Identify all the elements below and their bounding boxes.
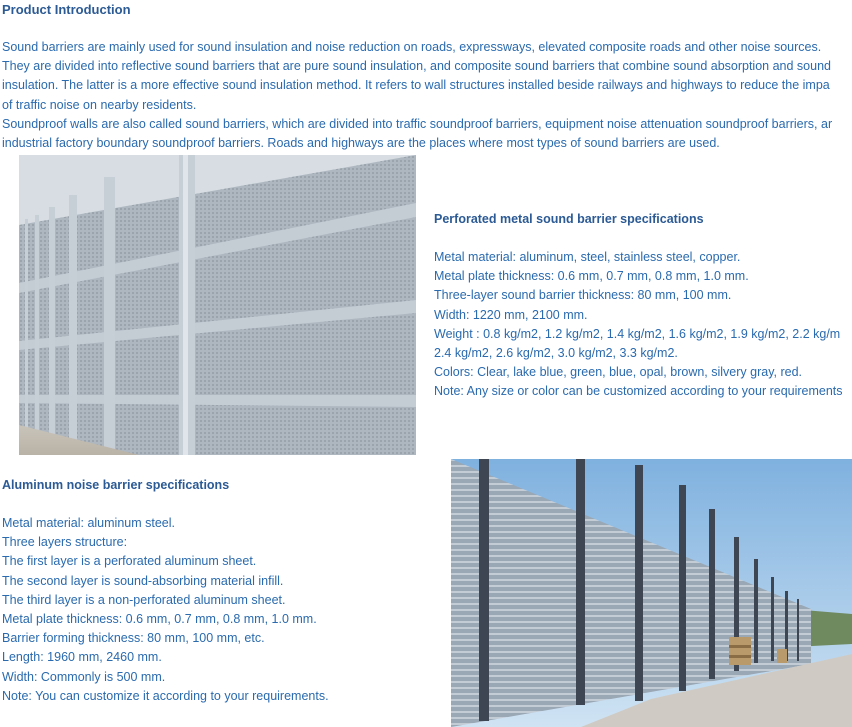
spec-item: Note: Any size or color can be customized according to your requirements xyxy=(434,384,843,399)
intro-line: Sound barriers are mainly used for sound insulation and noise reduction on roads, expressways, elevated composite roads and other noise sources. xyxy=(2,40,822,54)
spec-item: The third layer is a non-perforated aluminum sheet. xyxy=(2,592,286,607)
spec-item: 2.4 kg/m2, 2.6 kg/m2, 3.0 kg/m2, 3.3 kg/m2. xyxy=(434,346,678,361)
intro-line: insulation. The latter is a more effective sound insulation method. It refers to wall structures installed beside railways and highways to reduce the impa xyxy=(2,78,830,93)
spec-item: Weight : 0.8 kg/m2, 1.2 kg/m2, 1.4 kg/m2, 1.6 kg/m2, 1.9 kg/m2, 2.2 kg/m xyxy=(434,326,841,341)
intro-text xyxy=(2,38,852,153)
spec-item: The first layer is a perforated aluminum sheet. xyxy=(2,554,257,569)
spec-item: Metal material: aluminum, steel, stainless steel, copper. xyxy=(434,250,741,264)
perforated-specs-list xyxy=(434,248,852,402)
perforated-specs-heading: Perforated metal sound barrier specifications xyxy=(434,212,704,226)
intro-line: They are divided into reflective sound barriers that are pure sound insulation, and composite sound barriers that combine sound absorption and sound xyxy=(2,59,831,74)
perforated-specs-section xyxy=(434,211,852,402)
spec-item: Width: Commonly is 500 mm. xyxy=(2,669,166,684)
aluminum-specs-list xyxy=(2,514,442,706)
perforated-barrier-photo xyxy=(19,155,416,455)
spec-item: Note: You can customize it according to your requirements. xyxy=(2,688,329,703)
intro-line: industrial factory boundary soundproof barriers. Roads and highways are the places where most types of sound barriers are used. xyxy=(2,136,720,151)
spec-item: Metal plate thickness: 0.6 mm, 0.7 mm, 0.8 mm, 1.0 mm. xyxy=(434,269,749,284)
aluminum-specs-section xyxy=(2,477,442,706)
spec-item: Three-layer sound barrier thickness: 80 mm, 100 mm. xyxy=(434,288,732,303)
spec-item: Three layers structure: xyxy=(2,535,128,550)
intro-line: Soundproof walls are also called sound barriers, which are divided into traffic soundproof barriers, equipment noise attenuation soundproof barriers, ar xyxy=(2,116,833,131)
spec-item: Barrier forming thickness: 80 mm, 100 mm, etc. xyxy=(2,631,265,646)
spec-item: Colors: Clear, lake blue, green, blue, opal, brown, silvery gray, red. xyxy=(434,365,803,380)
spec-item: Metal plate thickness: 0.6 mm, 0.7 mm, 0.8 mm, 1.0 mm. xyxy=(2,612,317,627)
aluminum-specs-heading: Aluminum noise barrier specifications xyxy=(2,478,230,492)
spec-item: Metal material: aluminum steel. xyxy=(2,516,175,530)
aluminum-barrier-photo xyxy=(451,459,852,727)
spec-item: Width: 1220 mm, 2100 mm. xyxy=(434,307,588,322)
intro-line: of traffic noise on nearby residents. xyxy=(2,97,197,112)
spec-item: Length: 1960 mm, 2460 mm. xyxy=(2,650,162,665)
spec-item: The second layer is sound-absorbing material infill. xyxy=(2,573,284,588)
aluminum-barrier-illustration xyxy=(451,459,852,727)
page-title: Product Introduction xyxy=(2,2,131,17)
perforated-barrier-illustration xyxy=(19,155,416,455)
